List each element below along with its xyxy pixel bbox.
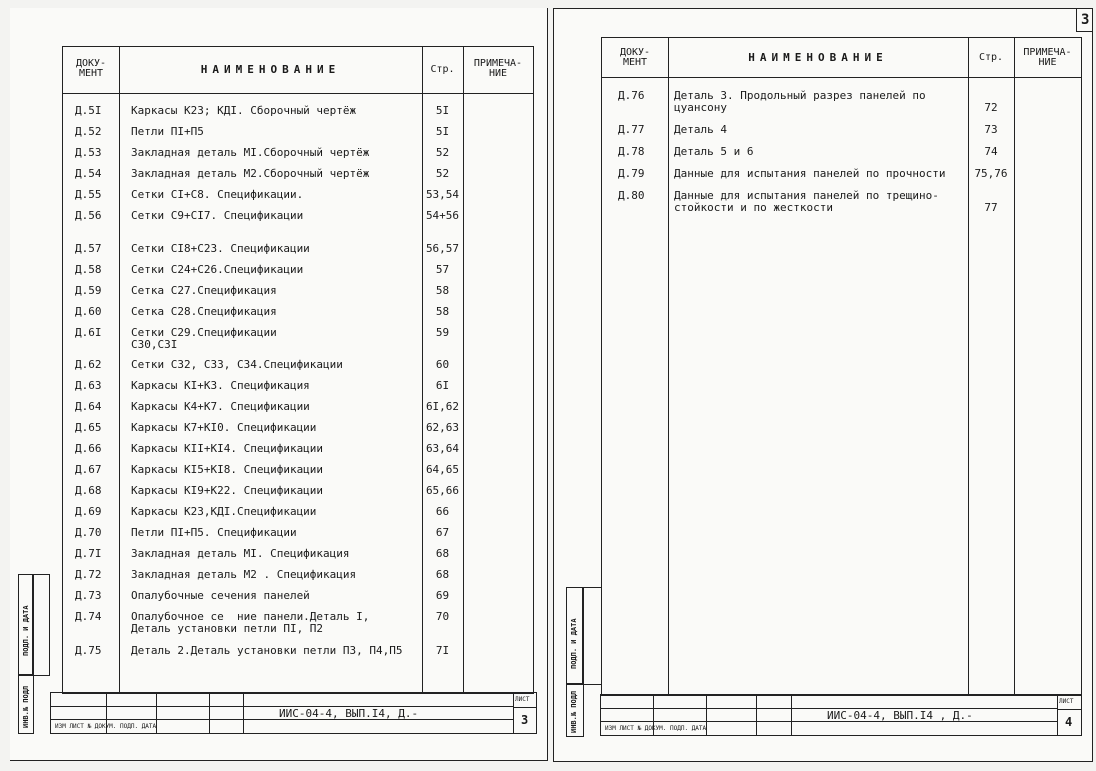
row-doc-code: Д.75	[75, 644, 102, 657]
page-number-right: 4	[1065, 715, 1073, 729]
row-doc-code: Д.55	[75, 188, 102, 201]
row-page: 62,63	[425, 421, 460, 434]
header-note-right: ПРИМЕЧА- НИЕ	[1023, 47, 1072, 68]
row-title: Каркасы КII+КI4. Спецификации	[131, 442, 324, 455]
row-title: Данные для испытания панелей по прочности	[674, 167, 946, 180]
page-number-left: 3	[521, 713, 529, 727]
row-title: Опалубочное се ние панели.Деталь I, Деталь установки петли ПI, П2	[131, 610, 370, 635]
row-page: 68	[435, 568, 450, 581]
header-page: Стр.	[430, 64, 455, 75]
header-note: ПРИМЕЧА- НИЕ	[473, 58, 523, 79]
row-doc-code: Д.79	[618, 167, 645, 180]
row-page: 72	[984, 101, 998, 114]
row-doc-code: Д.6I	[75, 326, 102, 339]
row-page: 53,54	[425, 188, 460, 201]
row-page: 54+56	[425, 209, 460, 222]
row-doc-code: Д.73	[75, 589, 102, 602]
row-page: 70	[435, 610, 450, 623]
left-index-table	[62, 46, 534, 694]
row-title: Закладная деталь М2.Сборочный чертёж	[131, 167, 370, 180]
row-doc-code: Д.65	[75, 421, 102, 434]
row-title: Сетка С27.Спецификация	[131, 284, 277, 297]
sheet-right	[553, 8, 1093, 762]
row-doc-code: Д.56	[75, 209, 102, 222]
corner-page-box	[1076, 9, 1093, 32]
row-title: Деталь 2.Деталь установки петли П3, П4,П5	[131, 644, 403, 657]
row-title: Данные для испытания панелей по трещино- стойкости и по жесткости	[674, 189, 939, 214]
row-title: Каркасы КI5+КI8. Спецификации	[131, 463, 324, 476]
row-title: Деталь 4	[674, 123, 727, 136]
row-title: Закладная деталь МI. Спецификация	[131, 547, 350, 560]
row-doc-code: Д.60	[75, 305, 102, 318]
doc-code-left: ИИС-04-4, ВЫП.I4, Д.-	[279, 707, 419, 720]
row-doc-code: Д.69	[75, 505, 102, 518]
row-page: 73	[984, 123, 998, 136]
row-title: Сетки СI8+С23. Спецификации	[131, 242, 310, 255]
side-label-sign: ПОДП. И ДАТА	[22, 605, 30, 656]
side-label-inv-right: ИНВ.№ ПОДЛ	[570, 690, 578, 733]
doc-code-right: ИИС-04-4, ВЫП.I4 , Д.-	[827, 709, 973, 722]
row-page: 64,65	[425, 463, 460, 476]
title-block-left	[50, 692, 537, 734]
sheet-left	[10, 8, 548, 761]
row-doc-code: Д.72	[75, 568, 102, 581]
row-doc-code: Д.68	[75, 484, 102, 497]
row-page: 66	[435, 505, 450, 518]
title-block-right	[600, 694, 1082, 736]
row-title: Каркасы КI+К3. Спецификация	[131, 379, 310, 392]
row-page: 7I	[435, 644, 450, 657]
row-title: Сетки С9+СI7. Спецификации	[131, 209, 304, 222]
row-page: 5I	[435, 125, 450, 138]
stamp-cols-right: ИЗМ ЛИСТ № ДОКУМ. ПОДП. ДАТА	[605, 725, 707, 732]
row-title: Каркасы К7+КI0. Спецификации	[131, 421, 317, 434]
row-page: 60	[435, 358, 450, 371]
row-doc-code: Д.64	[75, 400, 102, 413]
row-page: 75,76	[974, 167, 1008, 180]
row-title: Каркасы К23; КДI. Сборочный чертёж	[131, 104, 357, 117]
header-name-right: НАИМЕНОВАНИЕ	[748, 51, 888, 64]
row-title: Деталь 3. Продольный разрез панелей по цуансону	[674, 89, 926, 114]
row-page: 77	[984, 201, 998, 214]
row-page: 74	[984, 145, 998, 158]
row-title: Деталь 5 и 6	[674, 145, 754, 158]
row-title: Каркасы КI9+К22. Спецификации	[131, 484, 324, 497]
row-page: 52	[435, 146, 450, 159]
row-title: Сетка С28.Спецификация	[131, 305, 277, 318]
row-page: 59	[435, 326, 450, 339]
row-page: 69	[435, 589, 450, 602]
side-strip-blank	[32, 574, 50, 676]
header-doc-right: ДОКУ- МЕНТ	[619, 47, 651, 68]
header-doc: ДОКУ- МЕНТ	[75, 58, 107, 79]
row-title: Сетки С32, С33, С34.Спецификации	[131, 358, 343, 371]
row-doc-code: Д.5I	[75, 104, 102, 117]
row-page: 5I	[435, 104, 450, 117]
row-doc-code: Д.74	[75, 610, 102, 623]
row-title: Сетки СI+С8. Спецификации.	[131, 188, 304, 201]
right-index-table	[601, 37, 1082, 696]
row-title: Сетки С29.Спецификации С30,С3I	[131, 326, 277, 351]
row-doc-code: Д.67	[75, 463, 102, 476]
sheet-label-left: ЛИСТ	[515, 696, 530, 703]
row-doc-code: Д.70	[75, 526, 102, 539]
row-page: 68	[435, 547, 450, 560]
row-title: Опалубочные сечения панелей	[131, 589, 310, 602]
row-doc-code: Д.53	[75, 146, 102, 159]
side-strip-blank-right	[582, 587, 602, 685]
stamp-cols-left: ИЗМ ЛИСТ № ДОКУМ. ПОДП. ДАТА	[55, 723, 157, 730]
row-doc-code: Д.76	[618, 89, 645, 102]
row-title: Закладная деталь МI.Сборочный чертёж	[131, 146, 370, 159]
row-doc-code: Д.57	[75, 242, 102, 255]
row-page: 56,57	[425, 242, 460, 255]
side-label-sign-right: ПОДП. И ДАТА	[570, 618, 578, 669]
header-name: НАИМЕНОВАНИЕ	[200, 63, 341, 76]
row-page: 58	[435, 284, 450, 297]
row-page: 6I	[435, 379, 450, 392]
row-page: 63,64	[425, 442, 460, 455]
row-title: Каркасы К4+К7. Спецификации	[131, 400, 310, 413]
row-doc-code: Д.59	[75, 284, 102, 297]
row-doc-code: Д.62	[75, 358, 102, 371]
row-doc-code: Д.52	[75, 125, 102, 138]
sheet-label-right: ЛИСТ	[1059, 698, 1074, 705]
row-doc-code: Д.78	[618, 145, 645, 158]
row-title: Петли ПI+П5. Спецификации	[131, 526, 297, 539]
row-doc-code: Д.63	[75, 379, 102, 392]
row-doc-code: Д.7I	[75, 547, 102, 560]
row-page: 52	[435, 167, 450, 180]
row-page: 67	[435, 526, 450, 539]
row-page: 65,66	[425, 484, 460, 497]
row-doc-code: Д.77	[618, 123, 645, 136]
side-label-inv: ИНВ.№ ПОДЛ	[22, 685, 30, 728]
row-title: Каркасы К23,КДI.Спецификации	[131, 505, 317, 518]
row-page: 58	[435, 305, 450, 318]
row-doc-code: Д.80	[618, 189, 645, 202]
row-title: Сетки С24+С26.Спецификации	[131, 263, 304, 276]
header-page-right: Стр.	[978, 52, 1004, 63]
row-page: 6I,62	[425, 400, 460, 413]
corner-page-number: 3	[1081, 12, 1090, 28]
row-title: Закладная деталь М2 . Спецификация	[131, 568, 357, 581]
row-doc-code: Д.66	[75, 442, 102, 455]
row-doc-code: Д.54	[75, 167, 102, 180]
row-doc-code: Д.58	[75, 263, 102, 276]
row-page: 57	[435, 263, 450, 276]
row-title: Петли ПI+П5	[131, 125, 204, 138]
